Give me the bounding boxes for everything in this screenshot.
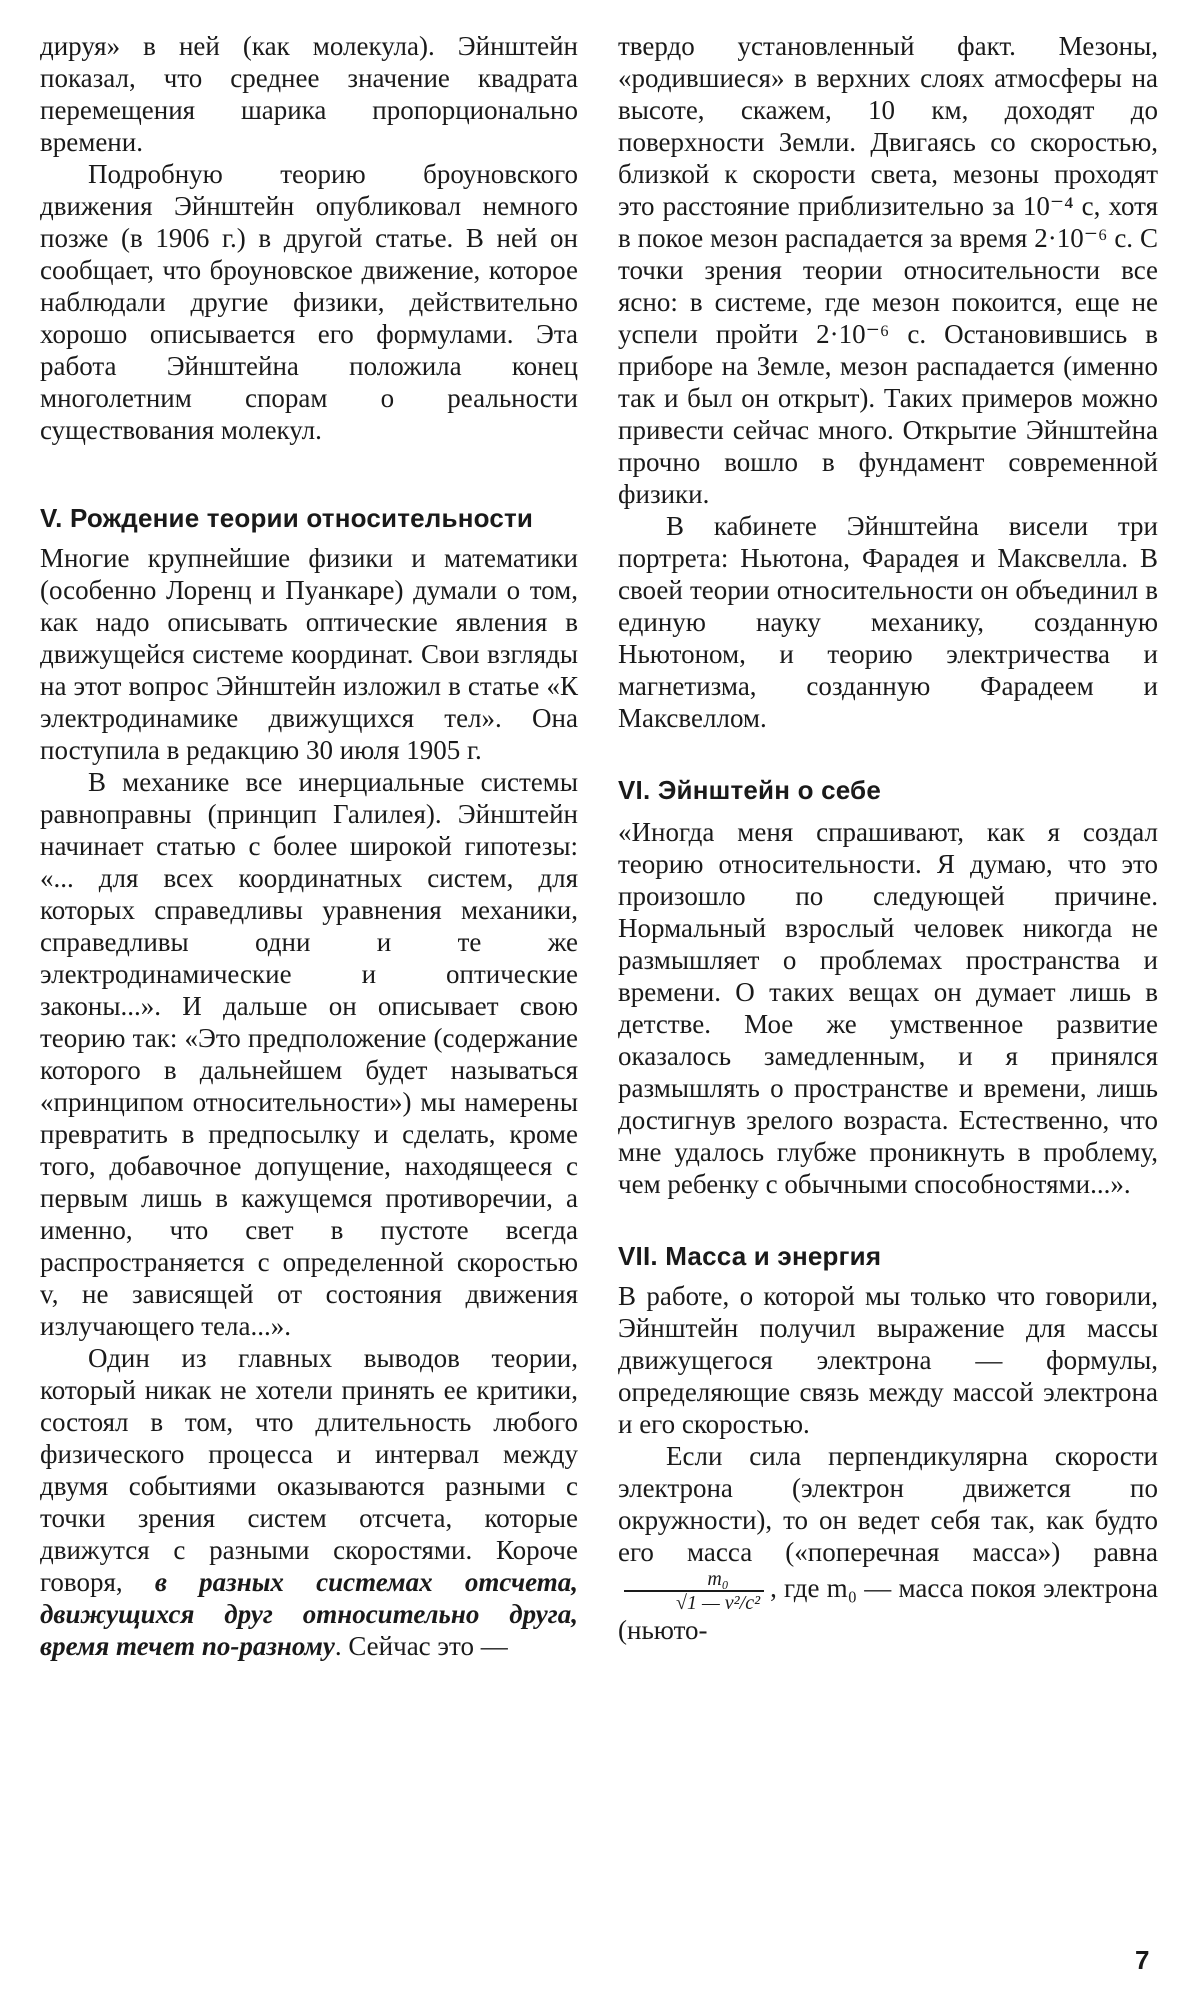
section-heading-vi: VI. Эйнштейн о себе (618, 775, 881, 805)
left-column (40, 30, 578, 1662)
paragraph: Многие крупнейшие физики и математики (особенно Лоренц и Пуанкаре) думали о том, как надо описывать оптические явления в движущейся системе координат. Свои взгляды на этот вопрос Эйнштейн изложил в статье «К электродинамике движущихся тел». Она поступила в редакцию 30 июля 1905 г. (40, 543, 578, 765)
paragraph: «Иногда меня спрашивают, как я создал теорию относительности. Я думаю, что это произошло по следующей причине. Нормальный взрослый человек никогда не размышляет о проблемах пространства и времени. О таких вещах он думает лишь в детстве. Мое же умственное развитие оказалось замедленным, и я принялся размышлять о пространстве и времени, лишь достигнув зрелого возраста. Естественно, что мне удалось глубже проникнуть в проблему, чем ребенку с обычными способностями...». (618, 817, 1158, 1199)
text-run: Если сила перпендикулярна скорости электрона (электрон движется по окружности), то он ведет себя так, как будто его масса («поперечная масса») равна (618, 1441, 1158, 1567)
paragraph: твердо установленный факт. Мезоны, «родившиеся» в верхних слоях атмосферы на высоте, скажем, 10 км, доходят до поверхности Земли. Двигаясь со скоростью, близкой к скорости света, мезоны проходят это расстояние приблизительно за 10⁻⁴ с, хотя в покое мезон распадается за время 2·10⁻⁶ с. С точки зрения теории относительности все ясно: в системе, где мезон покоится, еще не успели пройти 2·10⁻⁶ с. Остановившись в приборе на Земле, мезон распадается (именно так и был он открыт). Таких примеров можно привести сейчас много. Открытие Эйнштейна прочно вошло в фундамент современной физики. (618, 31, 1158, 509)
paragraph (618, 1440, 1158, 1646)
paragraph: дируя» в ней (как молекула). Эйнштейн показал, что среднее значение квадрата перемещения шарика пропорционально времени. (40, 31, 578, 157)
page-number: 7 (1135, 1945, 1150, 1975)
formula-denominator: √1 — v²/c² (676, 1592, 761, 1614)
right-column (618, 30, 1158, 1646)
emphasized-text: в разных системах отсчета, движущихся друг относительно друга, время течет по-разному (40, 1567, 578, 1661)
paragraph (40, 1342, 578, 1662)
text-run: . Сейчас это — (334, 1631, 508, 1661)
paragraph: В механике все инерциальные системы равноправны (принцип Галилея). Эйнштейн начинает статью с более широкой гипотезы: «... для всех координатных систем, для которых справедливы уравнения механики, справедливы одни и те же электродинамические и оптические законы...». И дальше он описывает свою теорию так: «Это предположение (содержание которого в дальнейшем будет называться «принципом относительности») мы намерены превратить в предпосылку и сделать, кроме того, добавочное допущение, находящееся с первым лишь в кажущемся противоречии, а именно, что свет в пустоте всегда распространяется с определенной скоростью v, не зависящей от состояния движения излучающего тела...». (40, 767, 578, 1341)
formula-numerator: m₀ (624, 1568, 764, 1592)
paragraph: В кабинете Эйнштейна висели три портрета: Ньютона, Фарадея и Максвелла. В своей теории относительности он объединил в единую науку механику, созданную Ньютоном, и теорию электричества и магнетизма, созданную Фарадеем и Максвеллом. (618, 511, 1158, 733)
mass-formula (624, 1568, 764, 1614)
section-heading-v: V. Рождение теории относительности (40, 503, 534, 533)
text-run: Один из главных выводов теории, который никак не хотели принять ее критики, состоял в том, что длительность любого физического процесса и интервал между двумя событиями оказываются разными с точки зрения систем отсчета, которые движутся с разными скоростями. Короче говоря, (40, 1343, 578, 1597)
paragraph: Подробную теорию броуновского движения Эйнштейн опубликовал немного позже (в 1906 г.) в другой статье. В ней он сообщает, что броуновское движение, которое наблюдали другие физики, действительно хорошо описывается его формулами. Эта работа Эйнштейна положила конец многолетним спорам о реальности существования молекул. (40, 159, 578, 445)
paragraph: В работе, о которой мы только что говорили, Эйнштейн получил выражение для массы движущегося электрона — формулы, определяющие связь между массой электрона и его скоростью. (618, 1281, 1158, 1439)
text-run: , где m₀ — масса покоя электрона (ньюто- (618, 1573, 1158, 1645)
section-heading-vii: VII. Масса и энергия (618, 1241, 882, 1271)
